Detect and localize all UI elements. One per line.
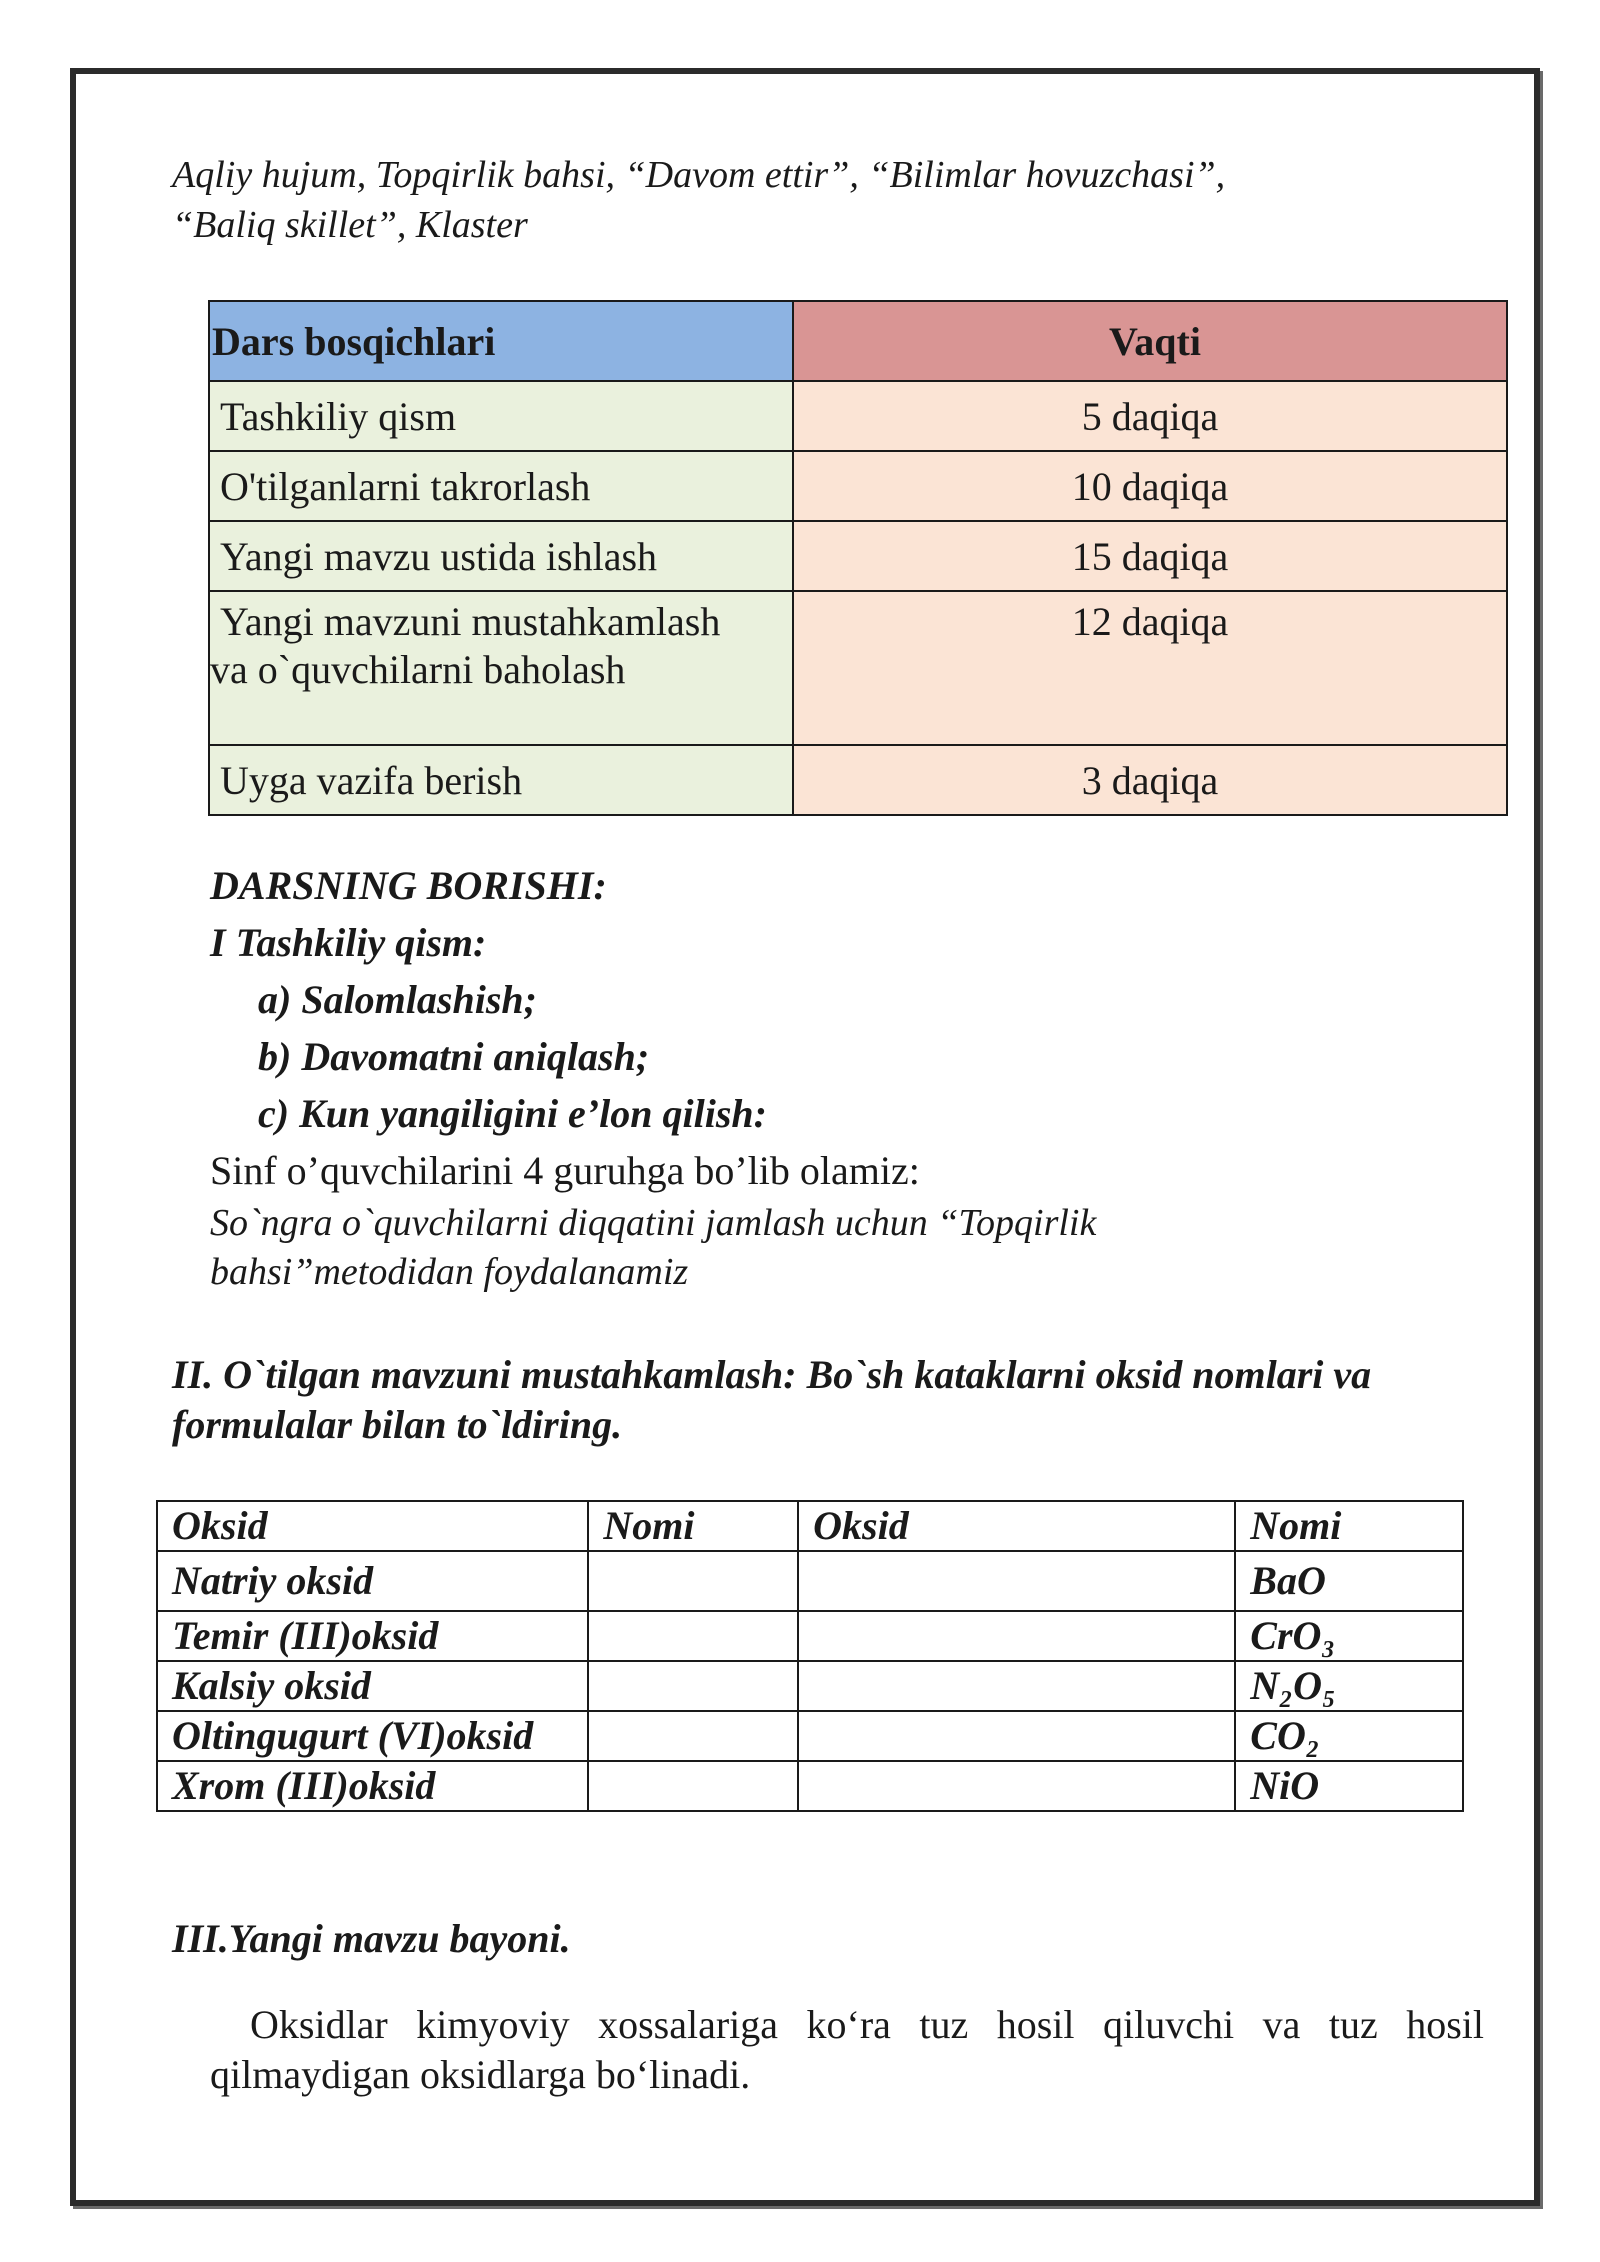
oxide-table xyxy=(156,1500,1464,1812)
formula-cell: CO₂ xyxy=(1235,1711,1463,1761)
header-name: Nomi xyxy=(1235,1501,1463,1551)
time-cell: 3 daqiqa xyxy=(793,745,1507,815)
timing-header-row xyxy=(209,301,1507,381)
table-row xyxy=(157,1711,1463,1761)
time-cell: 12 daqiqa xyxy=(793,591,1507,745)
empty-cell xyxy=(798,1761,1235,1811)
time-cell: 15 daqiqa xyxy=(793,521,1507,591)
empty-cell xyxy=(588,1611,798,1661)
table-row xyxy=(157,1661,1463,1711)
formula-cell: NiO xyxy=(1235,1761,1463,1811)
table-row xyxy=(157,1611,1463,1661)
step-item: a) Salomlashish; xyxy=(258,977,537,1022)
oxide-name-cell: Natriy oksid xyxy=(157,1551,588,1611)
header-oxide: Oksid xyxy=(798,1501,1235,1551)
table-row xyxy=(209,451,1507,521)
oxide-name-cell: Oltingugurt (VI)oksid xyxy=(157,1711,588,1761)
time-cell: 10 daqiqa xyxy=(793,451,1507,521)
oxide-name-cell: Kalsiy oksid xyxy=(157,1661,588,1711)
header-oxide: Oksid xyxy=(157,1501,588,1551)
oxide-name-cell: Temir (III)oksid xyxy=(157,1611,588,1661)
formula-cell: N₂O₅ xyxy=(1235,1661,1463,1711)
table-row xyxy=(209,521,1507,591)
section1-heading: I Tashkiliy qism: xyxy=(210,920,487,965)
table-row xyxy=(209,381,1507,451)
lesson-timing-table xyxy=(208,300,1508,816)
stage-line-2: va o`quvchilarni baholash xyxy=(210,647,626,692)
method-line-1: So`ngra o`quvchilarni diqqatini jamlash uchun “Topqirlik xyxy=(210,1202,1097,1244)
header-name: Nomi xyxy=(588,1501,798,1551)
formula-cell: CrO₃ xyxy=(1235,1611,1463,1661)
stage-cell: Uyga vazifa berish xyxy=(209,745,793,815)
section2-line-1: II. O`tilgan mavzuni mustahkamlash: Bo`sh kataklarni oksid nomlari va xyxy=(172,1352,1372,1397)
groups-text: Sinf o’quvchilarini 4 guruhga bo’lib olamiz: xyxy=(210,1148,920,1193)
methods-line-1: Aqliy hujum, Topqirlik bahsi, “Davom ettir”, “Bilimlar hovuzchasi”, xyxy=(172,154,1226,196)
oxide-header-row xyxy=(157,1501,1463,1551)
oxide-name-cell: Xrom (III)oksid xyxy=(157,1761,588,1811)
section2-line-2: formulalar bilan to`ldiring. xyxy=(172,1402,623,1447)
header-stages: Dars bosqichlari xyxy=(209,301,793,381)
empty-cell xyxy=(798,1551,1235,1611)
empty-cell xyxy=(798,1661,1235,1711)
stage-cell: Tashkiliy qism xyxy=(209,381,793,451)
time-cell: 5 daqiqa xyxy=(793,381,1507,451)
methods-line-2: “Baliq skillet”, Klaster xyxy=(172,204,528,246)
methods-intro xyxy=(172,150,1472,250)
header-time: Vaqti xyxy=(793,301,1507,381)
lesson-heading: DARSNING BORISHI: xyxy=(210,863,607,908)
empty-cell xyxy=(588,1661,798,1711)
table-row xyxy=(209,591,1507,745)
formula-cell: BaO xyxy=(1235,1551,1463,1611)
stage-cell: Yangi mavzu ustida ishlash xyxy=(209,521,793,591)
empty-cell xyxy=(798,1711,1235,1761)
section3-paragraph: Oksidlar kimyoviy xossalariga ko‘ra tuz hosil qiluvchi va tuz hosil qilmaydigan oksidlarga bo‘linadi. xyxy=(210,2002,1484,2097)
empty-cell xyxy=(588,1551,798,1611)
stage-cell xyxy=(209,591,793,745)
table-row xyxy=(209,745,1507,815)
empty-cell xyxy=(588,1761,798,1811)
section3-heading: III.Yangi mavzu bayoni. xyxy=(172,1916,571,1961)
empty-cell xyxy=(798,1611,1235,1661)
table-row xyxy=(157,1551,1463,1611)
lesson-progress-block xyxy=(210,857,1490,1297)
table-row xyxy=(157,1761,1463,1811)
empty-cell xyxy=(588,1711,798,1761)
section2-heading xyxy=(172,1350,1492,1450)
stage-line-1: Yangi mavzuni mustahkamlash xyxy=(220,599,721,644)
step-item: b) Davomatni aniqlash; xyxy=(258,1034,650,1079)
method-line-2: bahsi”metodidan foydalanamiz xyxy=(210,1251,689,1293)
step-item: c) Kun yangiligini e’lon qilish: xyxy=(258,1091,767,1136)
stage-cell: O'tilganlarni takrorlash xyxy=(209,451,793,521)
